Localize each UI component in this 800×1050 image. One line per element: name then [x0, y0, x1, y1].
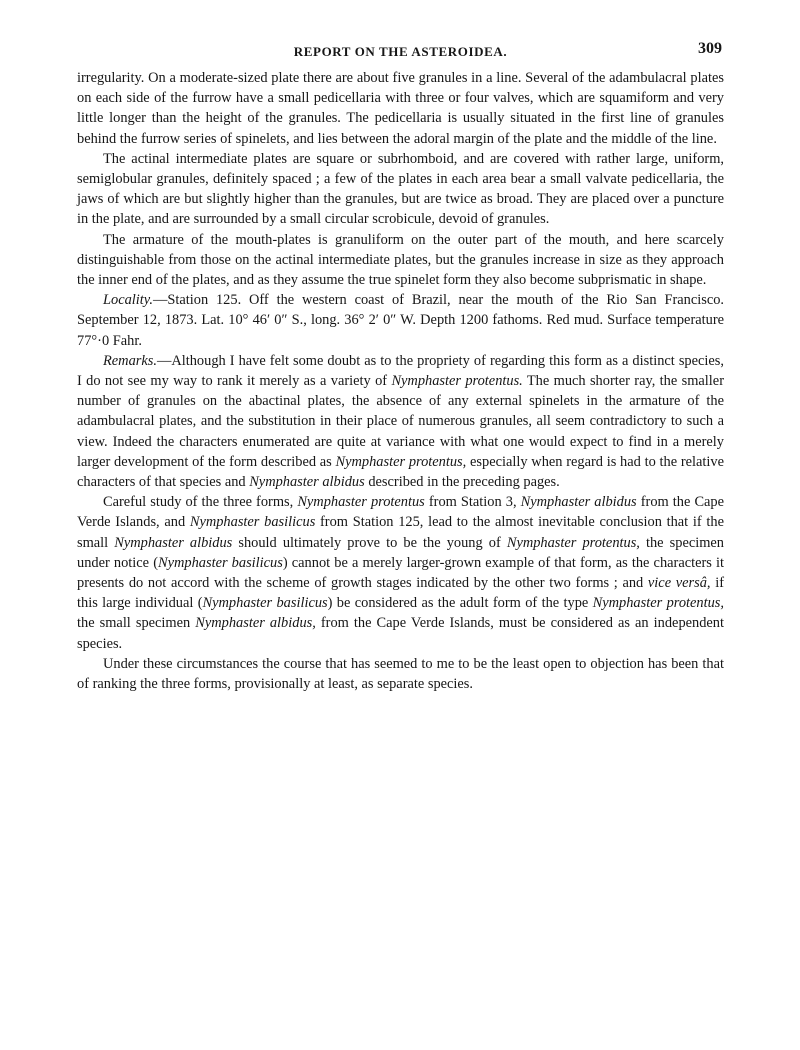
- text-run: described in the preceding pages.: [364, 474, 560, 491]
- paragraph: [77, 290, 724, 351]
- text-run: Careful study of the three forms,: [103, 494, 298, 511]
- species-name: Nymphaster protentus,: [335, 453, 467, 470]
- paragraph-heading: Locality.: [103, 292, 153, 309]
- text-run: The actinal intermediate plates are square or subrhomboid, and are covered with rather large, uniform, semiglobular granules, definitely spaced ; a few of the plates in each area bear a small valvate pedicellaria, the jaws of which are but slightly higher than the granules, but are twice as broad. They are placed over a puncture in the plate, and are surrounded by a small circular scrobicule, devoid of granules.: [77, 150, 724, 228]
- species-name: Nymphaster albidus: [520, 494, 637, 511]
- body-text: [77, 68, 724, 694]
- text-run: the small specimen: [77, 615, 196, 632]
- species-name: vice versâ,: [647, 575, 711, 592]
- text-run: should ultimately prove to be the young of: [232, 534, 507, 551]
- species-name: Nymphaster protentus: [297, 494, 425, 511]
- text-run: ) be considered as the adult form of the type: [327, 595, 593, 612]
- page-number: 309: [698, 40, 722, 57]
- text-run: ) cannot be a merely larger-grown example of that form, as the characters it presents do not accord with the scheme of growth stages indicated by the other two forms ; and: [77, 554, 725, 592]
- text-run: Under these circumstances the course that has seemed to me to be the least open to objection has been that of ranking the three forms, provisionally at least, as separate species.: [77, 655, 724, 693]
- text-run: —Station 125. Off the western coast of Brazil, near the mouth of the Rio San Francisco. September 12, 1873. Lat. 10° 46′ 0″ S., long. 36° 2′ 0″ W. Depth 1200 fathoms. Red mud. Surface temperature 77°·0 Fahr.: [77, 292, 724, 349]
- species-name: Nymphaster basilicus: [158, 554, 283, 571]
- paragraph: [77, 230, 724, 291]
- paragraph: [77, 68, 724, 149]
- text-run: —Although I have felt some doubt as to the propriety of regarding this form as a distinct species, I do not see my way to rank it merely as a variety of: [77, 352, 724, 390]
- species-name: Nymphaster protentus.: [391, 373, 523, 390]
- species-name: Nymphaster basilicus: [189, 514, 316, 531]
- text-run: the specimen under notice (: [77, 534, 724, 571]
- paragraph: [77, 492, 724, 654]
- species-name: Nymphaster basilicus: [202, 595, 328, 612]
- species-name: Nymphaster protentus,: [592, 595, 724, 612]
- page-header: [77, 38, 724, 68]
- text-run: from the Cape Verde Islands, must be considered as an independent species.: [77, 615, 724, 652]
- text-run: from the Cape Verde Islands, and: [77, 494, 725, 531]
- species-name: Nymphaster albidus,: [195, 615, 316, 632]
- text-run: from Station 125, lead to the almost inevitable conclusion that if the small: [77, 514, 724, 551]
- species-name: Nymphaster albidus: [249, 474, 365, 491]
- species-name: Nymphaster albidus: [114, 534, 233, 551]
- text-run: The armature of the mouth-plates is granuliform on the outer part of the mouth, and here scarcely distinguishable from those on the actinal intermediate plates, but the granules increase in size as they approach the inner end of the plates, and as they assume the true spinelet form they also become subprismatic in shape.: [77, 231, 724, 289]
- text-run: from Station 3,: [424, 494, 521, 511]
- paragraph: [77, 351, 724, 492]
- paragraph: [77, 654, 724, 694]
- text-run: irregularity. On a moderate-sized plate there are about five granules in a line. Several of the adambulacral plates on each side of the furrow have a small pedicellaria with three or four valves, which are squamiform and very little longer than the height of the granules. The pedicellaria is usually situated in the first line of granules behind the furrow series of spinelets, and lies between the adoral margin of the plate and the middle of the line.: [77, 70, 724, 147]
- text-run: The much shorter ray, the smaller number of granules on the abactinal plates, the absence of any external spinelets in the armature of the adambulacral plates, and the substitution in their place of numerous granules, all seem contradictory to such a view. Indeed the characters enumerated are quite at variance with what one would expect to find in a merely larger development of the form described as: [77, 373, 724, 470]
- paragraph-heading: Remarks.: [103, 352, 157, 369]
- page: [77, 38, 724, 694]
- text-run: especially when regard is had to the relative characters of that species and: [77, 453, 724, 491]
- text-run: if this large individual (: [77, 575, 724, 612]
- running-head: REPORT ON THE ASTEROIDEA.: [293, 44, 508, 59]
- species-name: Nymphaster protentus,: [506, 534, 640, 551]
- paragraph: [77, 149, 724, 230]
